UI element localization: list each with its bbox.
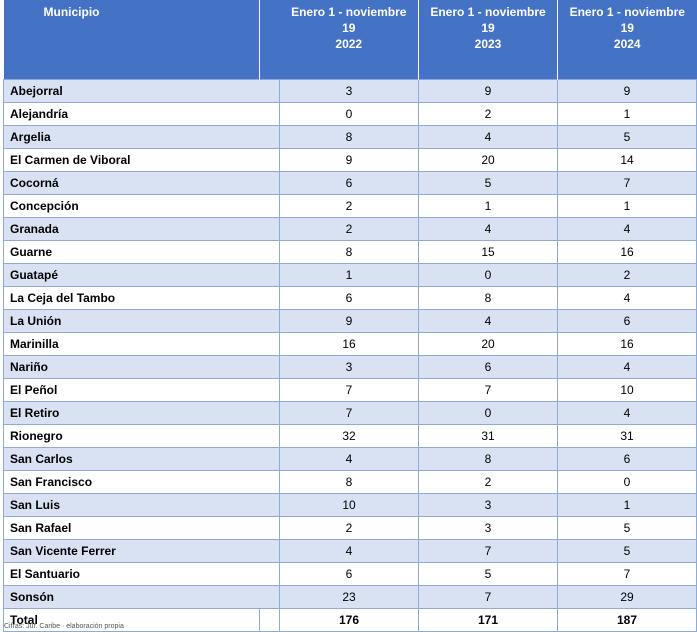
value-2022: 3	[280, 356, 419, 379]
table-row	[4, 540, 697, 563]
row-spacer	[260, 494, 280, 517]
municipio-name: Concepción	[4, 195, 260, 218]
municipio-name: San Rafael	[4, 517, 260, 540]
value-2024: 9	[558, 80, 697, 103]
header-year-2023	[419, 0, 558, 80]
municipio-name: Guarne	[4, 241, 260, 264]
total-label: Total	[4, 609, 260, 632]
row-spacer	[260, 333, 280, 356]
value-2023: 8	[419, 287, 558, 310]
municipio-name: El Carmen de Viboral	[4, 149, 260, 172]
row-spacer	[260, 264, 280, 287]
row-spacer	[260, 379, 280, 402]
value-2022: 2	[280, 195, 419, 218]
value-2024: 1	[558, 494, 697, 517]
municipio-name: Granada	[4, 218, 260, 241]
value-2024: 29	[558, 586, 697, 609]
table-row	[4, 310, 697, 333]
value-2023: 4	[419, 310, 558, 333]
row-spacer	[260, 540, 280, 563]
row-spacer	[260, 195, 280, 218]
value-2023: 3	[419, 517, 558, 540]
table-row	[4, 448, 697, 471]
value-2023: 0	[419, 402, 558, 425]
municipio-name: Sonsón	[4, 586, 260, 609]
row-spacer	[260, 126, 280, 149]
value-2024: 6	[558, 310, 697, 333]
municipio-name: El Peñol	[4, 379, 260, 402]
header-year: 2022	[335, 37, 363, 51]
value-2023: 6	[419, 356, 558, 379]
header-municipio: Municipio	[4, 0, 260, 80]
value-2024: 4	[558, 287, 697, 310]
value-2022: 2	[280, 218, 419, 241]
row-spacer	[260, 218, 280, 241]
row-spacer	[260, 586, 280, 609]
table-row	[4, 126, 697, 149]
value-2024: 14	[558, 149, 697, 172]
value-2023: 0	[419, 264, 558, 287]
header-day: 19	[481, 21, 495, 35]
value-2023: 7	[419, 379, 558, 402]
table-row	[4, 494, 697, 517]
value-2024: 31	[558, 425, 697, 448]
municipio-name: El Retiro	[4, 402, 260, 425]
homicides-table	[3, 0, 697, 632]
value-2023: 8	[419, 448, 558, 471]
row-spacer	[260, 149, 280, 172]
value-2022: 6	[280, 287, 419, 310]
table-row	[4, 241, 697, 264]
value-2022: 3	[280, 80, 419, 103]
value-2024: 7	[558, 172, 697, 195]
header-range: Enero 1 - noviembre	[291, 5, 407, 19]
header-range: Enero 1 - noviembre	[569, 5, 685, 19]
value-2023: 5	[419, 563, 558, 586]
municipio-name: La Ceja del Tambo	[4, 287, 260, 310]
table-row	[4, 103, 697, 126]
value-2023: 15	[419, 241, 558, 264]
table-row	[4, 356, 697, 379]
value-2024: 4	[558, 356, 697, 379]
value-2022: 16	[280, 333, 419, 356]
value-2024: 4	[558, 402, 697, 425]
table-header	[4, 0, 697, 80]
value-2023: 9	[419, 80, 558, 103]
value-2023: 31	[419, 425, 558, 448]
value-2023: 7	[419, 586, 558, 609]
data-table-container	[3, 0, 696, 632]
value-2024: 10	[558, 379, 697, 402]
value-2024: 0	[558, 471, 697, 494]
municipio-name: San Vicente Ferrer	[4, 540, 260, 563]
table-row	[4, 149, 697, 172]
value-2024: 2	[558, 264, 697, 287]
municipio-name: Marinilla	[4, 333, 260, 356]
value-2022: 9	[280, 149, 419, 172]
value-2022: 4	[280, 448, 419, 471]
table-row	[4, 563, 697, 586]
row-spacer	[260, 103, 280, 126]
row-spacer	[260, 80, 280, 103]
row-spacer	[260, 425, 280, 448]
value-2024: 7	[558, 563, 697, 586]
table-row	[4, 402, 697, 425]
municipio-name: Argelia	[4, 126, 260, 149]
table-row	[4, 80, 697, 103]
value-2023: 2	[419, 471, 558, 494]
row-spacer	[260, 310, 280, 333]
value-2022: 10	[280, 494, 419, 517]
value-2023: 7	[419, 540, 558, 563]
row-spacer	[260, 287, 280, 310]
value-2023: 20	[419, 149, 558, 172]
value-2022: 8	[280, 241, 419, 264]
value-2022: 8	[280, 471, 419, 494]
header-day: 19	[620, 21, 634, 35]
value-2022: 23	[280, 586, 419, 609]
value-2024: 5	[558, 540, 697, 563]
value-2022: 6	[280, 563, 419, 586]
value-2024: 6	[558, 448, 697, 471]
table-row	[4, 425, 697, 448]
total-2024: 187	[558, 609, 697, 632]
value-2022: 1	[280, 264, 419, 287]
value-2022: 4	[280, 540, 419, 563]
municipio-name: San Francisco	[4, 471, 260, 494]
table-row	[4, 379, 697, 402]
value-2024: 5	[558, 517, 697, 540]
value-2024: 16	[558, 241, 697, 264]
value-2023: 4	[419, 126, 558, 149]
value-2023: 4	[419, 218, 558, 241]
municipio-name: Cocorná	[4, 172, 260, 195]
source-note: Cifras: Jur. Caribe · elaboración propia	[4, 623, 124, 630]
row-spacer	[260, 517, 280, 540]
header-year-2022	[280, 0, 419, 80]
value-2022: 7	[280, 379, 419, 402]
value-2023: 1	[419, 195, 558, 218]
value-2023: 2	[419, 103, 558, 126]
table-row	[4, 218, 697, 241]
header-spacer	[260, 0, 280, 80]
total-2023: 171	[419, 609, 558, 632]
municipio-name: La Unión	[4, 310, 260, 333]
table-row	[4, 172, 697, 195]
value-2024: 16	[558, 333, 697, 356]
value-2023: 5	[419, 172, 558, 195]
row-spacer	[260, 402, 280, 425]
row-spacer	[260, 356, 280, 379]
value-2024: 5	[558, 126, 697, 149]
row-spacer	[260, 563, 280, 586]
table-row	[4, 471, 697, 494]
value-2024: 4	[558, 218, 697, 241]
header-year: 2024	[613, 37, 641, 51]
header-year-2024	[558, 0, 697, 80]
value-2024: 1	[558, 195, 697, 218]
value-2023: 20	[419, 333, 558, 356]
municipio-name: Abejorral	[4, 80, 260, 103]
row-spacer	[260, 172, 280, 195]
row-spacer	[260, 471, 280, 494]
row-spacer	[260, 609, 280, 632]
value-2022: 8	[280, 126, 419, 149]
header-range: Enero 1 - noviembre	[430, 5, 546, 19]
table-body	[4, 80, 697, 632]
value-2022: 7	[280, 402, 419, 425]
value-2022: 9	[280, 310, 419, 333]
table-row	[4, 333, 697, 356]
municipio-name: Guatapé	[4, 264, 260, 287]
municipio-name: San Carlos	[4, 448, 260, 471]
row-spacer	[260, 241, 280, 264]
table-row	[4, 586, 697, 609]
municipio-name: Alejandría	[4, 103, 260, 126]
header-year: 2023	[474, 37, 502, 51]
value-2022: 0	[280, 103, 419, 126]
value-2023: 3	[419, 494, 558, 517]
value-2022: 6	[280, 172, 419, 195]
municipio-name: Nariño	[4, 356, 260, 379]
table-row	[4, 287, 697, 310]
value-2022: 32	[280, 425, 419, 448]
table-row	[4, 517, 697, 540]
municipio-name: San Luis	[4, 494, 260, 517]
table-row	[4, 195, 697, 218]
header-day: 19	[342, 21, 356, 35]
table-row	[4, 264, 697, 287]
total-2022: 176	[280, 609, 419, 632]
row-spacer	[260, 448, 280, 471]
municipio-name: Rionegro	[4, 425, 260, 448]
value-2022: 2	[280, 517, 419, 540]
municipio-name: El Santuario	[4, 563, 260, 586]
value-2024: 1	[558, 103, 697, 126]
